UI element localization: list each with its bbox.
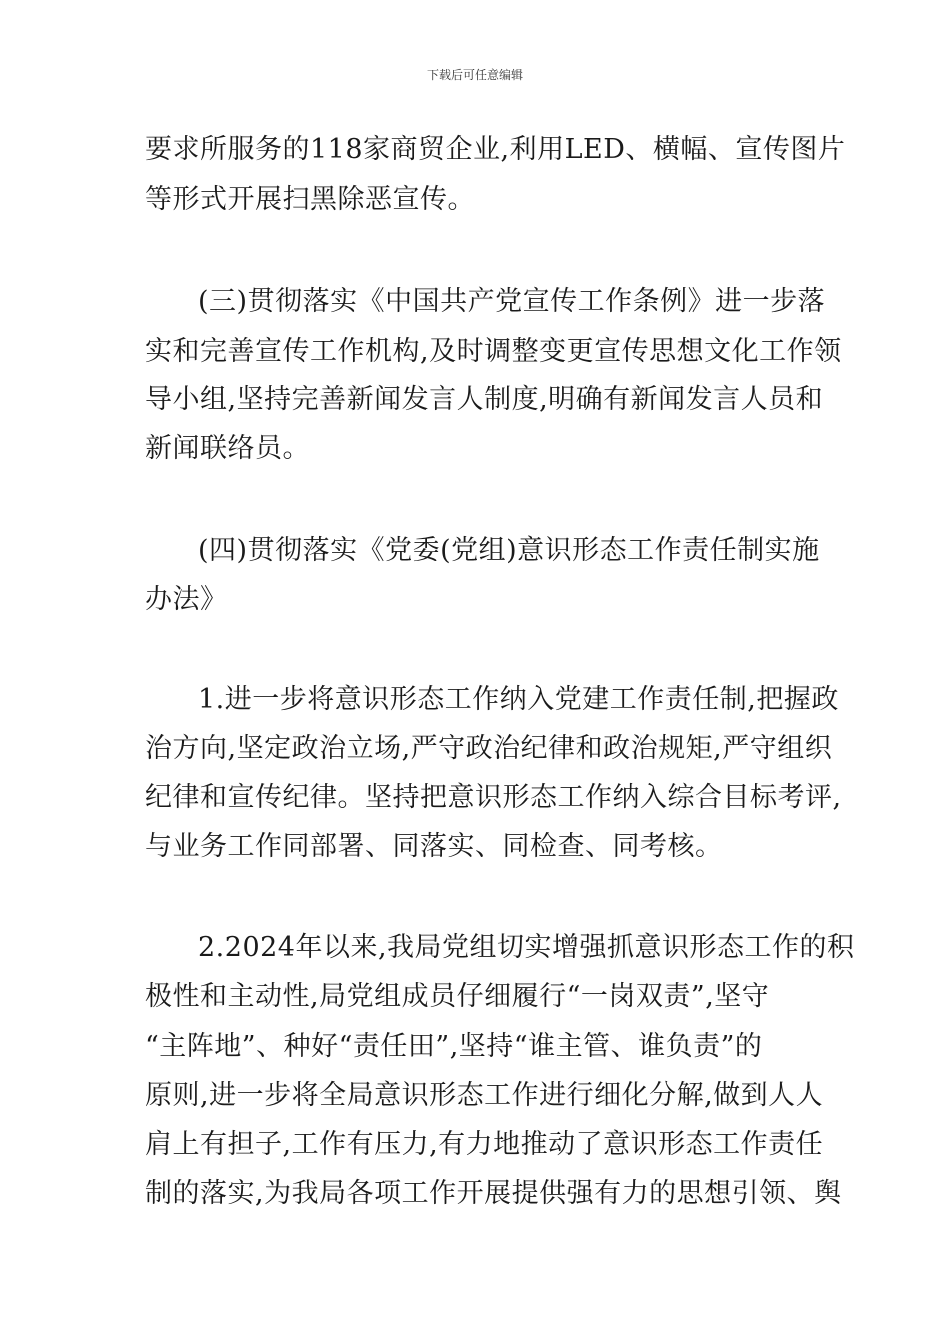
- text-line: 要求所服务的118家商贸企业,利用LED、横幅、宣传图片: [145, 134, 846, 165]
- text-line: 新闻联络员。: [145, 433, 310, 464]
- text-line: 实和完善宣传工作机构,及时调整变更宣传思想文化工作领: [145, 336, 842, 367]
- text-line: 办法》: [145, 584, 228, 615]
- text-line: (三)贯彻落实《中国共产党宣传工作条例》进一步落: [198, 286, 826, 317]
- text-line: 2.2024年以来,我局党组切实增强抓意识形态工作的积: [198, 932, 855, 963]
- text-line: 治方向,坚定政治立场,严守政治纪律和政治规矩,严守组织: [145, 733, 833, 764]
- text-line: 制的落实,为我局各项工作开展提供强有力的思想引领、舆: [145, 1178, 842, 1209]
- text-line: (四)贯彻落实《党委(党组)意识形态工作责任制实施: [198, 535, 820, 566]
- text-line: 纪律和宣传纪律。坚持把意识形态工作纳入综合目标考评,: [145, 782, 842, 813]
- text-line: 1.进一步将意识形态工作纳入党建工作责任制,把握政: [198, 684, 839, 715]
- text-line: 导小组,坚持完善新闻发言人制度,明确有新闻发言人员和: [145, 384, 824, 415]
- text-line: 肩上有担子,工作有压力,有力地推动了意识形态工作责任: [145, 1129, 824, 1160]
- header-note: 下载后可任意编辑: [426, 68, 523, 82]
- text-line: “主阵地”、种好“责任田”,坚持“谁主管、谁负责”的: [145, 1031, 763, 1062]
- text-line: 与业务工作同部署、同落实、同检查、同考核。: [145, 831, 723, 862]
- text-line: 等形式开展扫黑除恶宣传。: [145, 184, 475, 215]
- text-line: 原则,进一步将全局意识形态工作进行细化分解,做到人人: [145, 1080, 824, 1111]
- text-line: 极性和主动性,局党组成员仔细履行“一岗双责”,坚守: [145, 981, 770, 1012]
